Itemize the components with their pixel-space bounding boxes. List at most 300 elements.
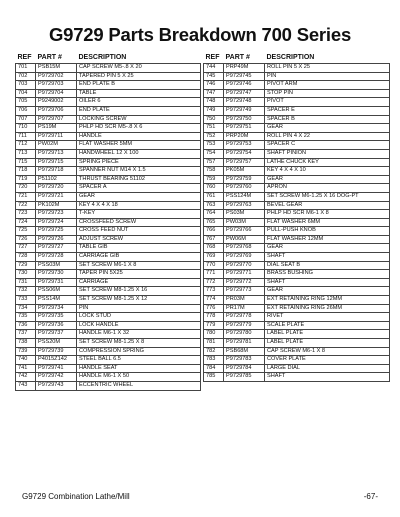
table-row bbox=[204, 98, 390, 107]
part-number-cell: P9729731 bbox=[36, 278, 77, 287]
footer-page-number: -67- bbox=[363, 492, 378, 501]
table-row bbox=[16, 132, 201, 141]
part-number-cell: P9729728 bbox=[36, 253, 77, 262]
part-number-cell: P9729770 bbox=[224, 261, 265, 270]
table-row bbox=[204, 89, 390, 98]
table-row bbox=[16, 72, 201, 81]
description-cell: PIVOT ARM bbox=[265, 81, 390, 90]
ref-cell: 776 bbox=[204, 304, 224, 313]
table-row bbox=[16, 89, 201, 98]
part-number-cell: P9729730 bbox=[36, 270, 77, 279]
part-number-cell: P9729784 bbox=[224, 364, 265, 373]
part-number-cell: P51102 bbox=[36, 175, 77, 184]
ref-cell: 754 bbox=[204, 149, 224, 158]
part-number-cell: P9729739 bbox=[36, 347, 77, 356]
ref-cell: 732 bbox=[16, 287, 36, 296]
part-number-cell: P9729754 bbox=[224, 149, 265, 158]
ref-cell: 726 bbox=[16, 235, 36, 244]
table-row bbox=[16, 278, 201, 287]
ref-cell: 741 bbox=[16, 364, 36, 373]
part-number-cell: PS19M bbox=[36, 124, 77, 133]
ref-cell: 760 bbox=[204, 184, 224, 193]
description-cell: FLAT WASHER 12MM bbox=[265, 235, 390, 244]
ref-cell: 737 bbox=[16, 330, 36, 339]
part-number-cell: P9729718 bbox=[36, 167, 77, 176]
description-cell: PULL-PUSH KNOB bbox=[265, 227, 390, 236]
ref-cell: 730 bbox=[16, 270, 36, 279]
table-row bbox=[204, 261, 390, 270]
table-row bbox=[16, 210, 201, 219]
part-number-cell: PW03M bbox=[224, 218, 265, 227]
description-cell: CAP SCREW M6-1 X 8 bbox=[265, 347, 390, 356]
table-row bbox=[204, 356, 390, 365]
description-cell: BRASS BUSHING bbox=[265, 270, 390, 279]
table-row bbox=[16, 64, 201, 73]
part-number-cell: P9729734 bbox=[36, 304, 77, 313]
parts-list-left bbox=[16, 64, 201, 391]
table-row bbox=[16, 167, 201, 176]
description-cell: SPANNER NUT M14 X 1.5 bbox=[77, 167, 201, 176]
ref-cell: 703 bbox=[16, 81, 36, 90]
ref-cell: 749 bbox=[204, 106, 224, 115]
ref-cell: 723 bbox=[16, 210, 36, 219]
table-row bbox=[16, 287, 201, 296]
description-cell: CROSS FEED NUT bbox=[77, 227, 201, 236]
ref-cell: 736 bbox=[16, 321, 36, 330]
part-number-cell: PRP20M bbox=[224, 132, 265, 141]
description-cell: SHAFT bbox=[265, 278, 390, 287]
ref-cell: 725 bbox=[16, 227, 36, 236]
description-cell: EXT RETAINING RING 12MM bbox=[265, 296, 390, 305]
table-row bbox=[16, 106, 201, 115]
part-number-cell: P9729749 bbox=[224, 106, 265, 115]
description-cell: APRON bbox=[265, 184, 390, 193]
part-number-cell: P9729769 bbox=[224, 253, 265, 262]
table-row bbox=[16, 201, 201, 210]
table-row bbox=[16, 313, 201, 322]
parts-table-right bbox=[203, 52, 390, 382]
description-cell: T-KEY bbox=[77, 210, 201, 219]
part-number-cell: P9729771 bbox=[224, 270, 265, 279]
header-ref: REF bbox=[17, 54, 32, 61]
header-description: DESCRIPTION bbox=[266, 54, 315, 61]
table-row bbox=[16, 356, 201, 365]
table-row bbox=[16, 304, 201, 313]
part-number-cell: P9729759 bbox=[224, 175, 265, 184]
table-row bbox=[204, 296, 390, 305]
table-row bbox=[16, 270, 201, 279]
ref-cell: 771 bbox=[204, 270, 224, 279]
description-cell: PHLP HD SCR M5-.8 X 6 bbox=[77, 124, 201, 133]
table-row bbox=[16, 124, 201, 133]
table-header bbox=[204, 52, 390, 64]
part-number-cell: P9729715 bbox=[36, 158, 77, 167]
ref-cell: 728 bbox=[16, 253, 36, 262]
table-row bbox=[16, 175, 201, 184]
part-number-cell: P9729741 bbox=[36, 364, 77, 373]
part-number-cell: P9729704 bbox=[36, 89, 77, 98]
ref-cell: 758 bbox=[204, 167, 224, 176]
ref-cell: 731 bbox=[16, 278, 36, 287]
part-number-cell: P9729703 bbox=[36, 81, 77, 90]
part-number-cell: P9729751 bbox=[224, 124, 265, 133]
table-row bbox=[16, 253, 201, 262]
ref-cell: 765 bbox=[204, 218, 224, 227]
part-number-cell: P9729768 bbox=[224, 244, 265, 253]
part-number-cell: P9729721 bbox=[36, 192, 77, 201]
description-cell: SHAFT bbox=[265, 373, 390, 382]
description-cell: LOCK HANDLE bbox=[77, 321, 201, 330]
part-number-cell: P9729772 bbox=[224, 278, 265, 287]
part-number-cell: P9729785 bbox=[224, 373, 265, 382]
ref-cell: 752 bbox=[204, 132, 224, 141]
description-cell: HANDWHEEL 12 X 100 bbox=[77, 149, 201, 158]
table-row bbox=[204, 158, 390, 167]
description-cell: CROSSFEED SCREW bbox=[77, 218, 201, 227]
ref-cell: 781 bbox=[204, 339, 224, 348]
part-number-cell: PK05M bbox=[224, 167, 265, 176]
table-row bbox=[204, 330, 390, 339]
table-row bbox=[204, 201, 390, 210]
description-cell: SPACER C bbox=[265, 141, 390, 150]
description-cell: SHAFT bbox=[265, 253, 390, 262]
table-row bbox=[204, 132, 390, 141]
description-cell: PIN bbox=[265, 72, 390, 81]
ref-cell: 773 bbox=[204, 287, 224, 296]
part-number-cell: PW06M bbox=[224, 235, 265, 244]
part-number-cell: PSS20M bbox=[36, 339, 77, 348]
description-cell: EXT RETAINING RING 26MM bbox=[265, 304, 390, 313]
ref-cell: 719 bbox=[16, 175, 36, 184]
description-cell: ADJUST SCREW bbox=[77, 235, 201, 244]
description-cell: LARGE DIAL bbox=[265, 364, 390, 373]
description-cell: COMPRESSION SPRING bbox=[77, 347, 201, 356]
table-row bbox=[204, 313, 390, 322]
part-number-cell: P9729720 bbox=[36, 184, 77, 193]
description-cell: OILER 6 bbox=[77, 98, 201, 107]
part-number-cell: PW02M bbox=[36, 141, 77, 150]
parts-table-left bbox=[15, 52, 201, 391]
ref-cell: 778 bbox=[204, 313, 224, 322]
part-number-cell: P9729779 bbox=[224, 321, 265, 330]
part-number-cell: P9729746 bbox=[224, 81, 265, 90]
table-row bbox=[16, 81, 201, 90]
description-cell: COVER PLATE bbox=[265, 356, 390, 365]
part-number-cell: P9729707 bbox=[36, 115, 77, 124]
part-number-cell: P9729743 bbox=[36, 381, 77, 390]
ref-cell: 746 bbox=[204, 81, 224, 90]
description-cell: SPACER E bbox=[265, 106, 390, 115]
description-cell: SPACER A bbox=[77, 184, 201, 193]
description-cell: ROLL PIN 5 X 25 bbox=[265, 64, 390, 73]
part-number-cell: P9729781 bbox=[224, 339, 265, 348]
table-row bbox=[16, 98, 201, 107]
ref-cell: 745 bbox=[204, 72, 224, 81]
table-row bbox=[16, 321, 201, 330]
ref-cell: 785 bbox=[204, 373, 224, 382]
ref-cell: 711 bbox=[16, 132, 36, 141]
table-row bbox=[16, 184, 201, 193]
part-number-cell: P9729724 bbox=[36, 218, 77, 227]
description-cell: CAP SCREW M5-.8 X 20 bbox=[77, 64, 201, 73]
part-number-cell: P9729723 bbox=[36, 210, 77, 219]
ref-cell: 747 bbox=[204, 89, 224, 98]
table-row bbox=[204, 287, 390, 296]
description-cell: TAPER PIN 5X25 bbox=[77, 270, 201, 279]
part-number-cell: P9729783 bbox=[224, 356, 265, 365]
header-part: PART # bbox=[37, 54, 62, 61]
ref-cell: 702 bbox=[16, 72, 36, 81]
description-cell: TABLE bbox=[77, 89, 201, 98]
table-row bbox=[204, 64, 390, 73]
description-cell: TABLE GIB bbox=[77, 244, 201, 253]
table-row bbox=[204, 227, 390, 236]
table-row bbox=[204, 235, 390, 244]
table-row bbox=[16, 296, 201, 305]
part-number-cell: P9729753 bbox=[224, 141, 265, 150]
part-number-cell: P9729745 bbox=[224, 72, 265, 81]
part-number-cell: P9729711 bbox=[36, 132, 77, 141]
ref-cell: 710 bbox=[16, 124, 36, 133]
ref-cell: 738 bbox=[16, 339, 36, 348]
ref-cell: 770 bbox=[204, 261, 224, 270]
ref-cell: 713 bbox=[16, 149, 36, 158]
description-cell: END PLATE B bbox=[77, 81, 201, 90]
description-cell: CARRIAGE bbox=[77, 278, 201, 287]
table-row bbox=[204, 124, 390, 133]
table-row bbox=[204, 373, 390, 382]
table-row bbox=[16, 158, 201, 167]
description-cell: GEAR bbox=[265, 287, 390, 296]
table-row bbox=[204, 184, 390, 193]
ref-cell: 763 bbox=[204, 201, 224, 210]
ref-cell: 734 bbox=[16, 304, 36, 313]
ref-cell: 750 bbox=[204, 115, 224, 124]
description-cell: GEAR bbox=[265, 124, 390, 133]
part-number-cell: P9729735 bbox=[36, 313, 77, 322]
table-row bbox=[16, 218, 201, 227]
ref-cell: 704 bbox=[16, 89, 36, 98]
ref-cell: 712 bbox=[16, 141, 36, 150]
table-row bbox=[16, 261, 201, 270]
part-number-cell: P9249002 bbox=[36, 98, 77, 107]
table-header bbox=[16, 52, 201, 64]
ref-cell: 729 bbox=[16, 261, 36, 270]
ref-cell: 783 bbox=[204, 356, 224, 365]
table-row bbox=[204, 253, 390, 262]
part-number-cell: PSB15M bbox=[36, 64, 77, 73]
ref-cell: 759 bbox=[204, 175, 224, 184]
description-cell: STOP PIN bbox=[265, 89, 390, 98]
part-number-cell: P9729742 bbox=[36, 373, 77, 382]
ref-cell: 722 bbox=[16, 201, 36, 210]
ref-cell: 767 bbox=[204, 235, 224, 244]
description-cell: KEY 4 X 4 X 18 bbox=[77, 201, 201, 210]
table-row bbox=[204, 364, 390, 373]
header-ref: REF bbox=[205, 54, 220, 61]
ref-cell: 761 bbox=[204, 192, 224, 201]
ref-cell: 764 bbox=[204, 210, 224, 219]
table-row bbox=[16, 192, 201, 201]
ref-cell: 769 bbox=[204, 253, 224, 262]
part-number-cell: PSB68M bbox=[224, 347, 265, 356]
table-row bbox=[204, 270, 390, 279]
header-description: DESCRIPTION bbox=[78, 54, 127, 61]
ref-cell: 784 bbox=[204, 364, 224, 373]
table-row bbox=[204, 106, 390, 115]
part-number-cell: PR17M bbox=[224, 304, 265, 313]
description-cell: ROLL PIN 4 X 22 bbox=[265, 132, 390, 141]
part-number-cell: P9729778 bbox=[224, 313, 265, 322]
description-cell: CARRIAGE GIB bbox=[77, 253, 201, 262]
description-cell: HANDLE M6-1 X 32 bbox=[77, 330, 201, 339]
ref-cell: 721 bbox=[16, 192, 36, 201]
ref-cell: 720 bbox=[16, 184, 36, 193]
ref-cell: 718 bbox=[16, 167, 36, 176]
table-row bbox=[204, 175, 390, 184]
table-row bbox=[16, 339, 201, 348]
description-cell: SET SCREW M6-1.25 X 16 DOG-PT bbox=[265, 192, 390, 201]
ref-cell: 707 bbox=[16, 115, 36, 124]
table-row bbox=[16, 381, 201, 390]
table-row bbox=[16, 235, 201, 244]
part-number-cell: P9729750 bbox=[224, 115, 265, 124]
ref-cell: 766 bbox=[204, 227, 224, 236]
table-row bbox=[204, 321, 390, 330]
description-cell: LOCKING SCREW bbox=[77, 115, 201, 124]
table-row bbox=[204, 304, 390, 313]
part-number-cell: PR03M bbox=[224, 296, 265, 305]
description-cell: SPACER B bbox=[265, 115, 390, 124]
ref-cell: 706 bbox=[16, 106, 36, 115]
part-number-cell: P9729726 bbox=[36, 235, 77, 244]
part-number-cell: P9729736 bbox=[36, 321, 77, 330]
header-part: PART # bbox=[225, 54, 250, 61]
ref-cell: 724 bbox=[16, 218, 36, 227]
part-number-cell: P9729737 bbox=[36, 330, 77, 339]
part-number-cell: P9729713 bbox=[36, 149, 77, 158]
ref-cell: 757 bbox=[204, 158, 224, 167]
ref-cell: 772 bbox=[204, 278, 224, 287]
table-row bbox=[204, 141, 390, 150]
part-number-cell: PSS03M bbox=[36, 261, 77, 270]
ref-cell: 715 bbox=[16, 158, 36, 167]
table-row bbox=[204, 167, 390, 176]
footer-manual-title: G9729 Combination Lathe/Mill bbox=[22, 492, 130, 501]
part-number-cell: P9729702 bbox=[36, 72, 77, 81]
table-row bbox=[204, 210, 390, 219]
table-row bbox=[204, 149, 390, 158]
ref-cell: 782 bbox=[204, 347, 224, 356]
table-row bbox=[16, 141, 201, 150]
table-row bbox=[204, 192, 390, 201]
table-row bbox=[204, 115, 390, 124]
part-number-cell: P9729748 bbox=[224, 98, 265, 107]
ref-cell: 733 bbox=[16, 296, 36, 305]
ref-cell: 742 bbox=[16, 373, 36, 382]
description-cell: FLAT WASHER 5MM bbox=[77, 141, 201, 150]
ref-cell: 780 bbox=[204, 330, 224, 339]
part-number-cell: P9729757 bbox=[224, 158, 265, 167]
description-cell: LATHE CHUCK KEY bbox=[265, 158, 390, 167]
description-cell: SHAFT PINION bbox=[265, 149, 390, 158]
description-cell: ECCENTRIC WHEEL bbox=[77, 381, 201, 390]
table-row bbox=[204, 339, 390, 348]
parts-list-right bbox=[204, 64, 390, 382]
description-cell: PIN bbox=[77, 304, 201, 313]
table-row bbox=[204, 244, 390, 253]
table-row bbox=[204, 218, 390, 227]
table-row bbox=[16, 149, 201, 158]
description-cell: HANDLE SEAT bbox=[77, 364, 201, 373]
table-row bbox=[204, 278, 390, 287]
part-number-cell: P9729766 bbox=[224, 227, 265, 236]
part-number-cell: P9729725 bbox=[36, 227, 77, 236]
description-cell: PIVOT bbox=[265, 98, 390, 107]
description-cell: SCALE PLATE bbox=[265, 321, 390, 330]
ref-cell: 768 bbox=[204, 244, 224, 253]
ref-cell: 779 bbox=[204, 321, 224, 330]
ref-cell: 748 bbox=[204, 98, 224, 107]
part-number-cell: P4015Z142 bbox=[36, 356, 77, 365]
ref-cell: 701 bbox=[16, 64, 36, 73]
ref-cell: 727 bbox=[16, 244, 36, 253]
description-cell: GEAR bbox=[265, 175, 390, 184]
ref-cell: 753 bbox=[204, 141, 224, 150]
description-cell: LABEL PLATE bbox=[265, 330, 390, 339]
part-number-cell: PSS06M bbox=[36, 287, 77, 296]
part-number-cell: P9729747 bbox=[224, 89, 265, 98]
table-row bbox=[16, 347, 201, 356]
description-cell: BEVEL GEAR bbox=[265, 201, 390, 210]
page-title: G9729 Parts Breakdown 700 Series bbox=[48, 24, 352, 45]
description-cell: DIAL SEAT B bbox=[265, 261, 390, 270]
description-cell: SET SCREW M8-1.25 X 12 bbox=[77, 296, 201, 305]
description-cell: SET SCREW M8-1.25 X 8 bbox=[77, 339, 201, 348]
table-row bbox=[16, 330, 201, 339]
table-row bbox=[204, 81, 390, 90]
part-number-cell: PRP49M bbox=[224, 64, 265, 73]
ref-cell: 740 bbox=[16, 356, 36, 365]
description-cell: RIVET bbox=[265, 313, 390, 322]
table-row bbox=[16, 373, 201, 382]
description-cell: LABEL PLATE bbox=[265, 339, 390, 348]
part-number-cell: P9729763 bbox=[224, 201, 265, 210]
ref-cell: 739 bbox=[16, 347, 36, 356]
ref-cell: 774 bbox=[204, 296, 224, 305]
description-cell: STEEL BALL 6.5 bbox=[77, 356, 201, 365]
description-cell: TAPERED PIN 5 X 25 bbox=[77, 72, 201, 81]
table-row bbox=[16, 364, 201, 373]
description-cell: HANDLE M6-1 X 50 bbox=[77, 373, 201, 382]
ref-cell: 751 bbox=[204, 124, 224, 133]
table-row bbox=[204, 347, 390, 356]
table-row bbox=[16, 244, 201, 253]
part-number-cell: P9729780 bbox=[224, 330, 265, 339]
description-cell: END PLATE bbox=[77, 106, 201, 115]
description-cell: SET SCREW M8-1.25 X 16 bbox=[77, 287, 201, 296]
part-number-cell: P9729706 bbox=[36, 106, 77, 115]
part-number-cell: PSS124M bbox=[224, 192, 265, 201]
ref-cell: 743 bbox=[16, 381, 36, 390]
description-cell: THRUST BEARING 51102 bbox=[77, 175, 201, 184]
description-cell: HANDLE bbox=[77, 132, 201, 141]
part-number-cell: P9729773 bbox=[224, 287, 265, 296]
description-cell: FLAT WASHER 6MM bbox=[265, 218, 390, 227]
ref-cell: 705 bbox=[16, 98, 36, 107]
ref-cell: 744 bbox=[204, 64, 224, 73]
ref-cell: 735 bbox=[16, 313, 36, 322]
